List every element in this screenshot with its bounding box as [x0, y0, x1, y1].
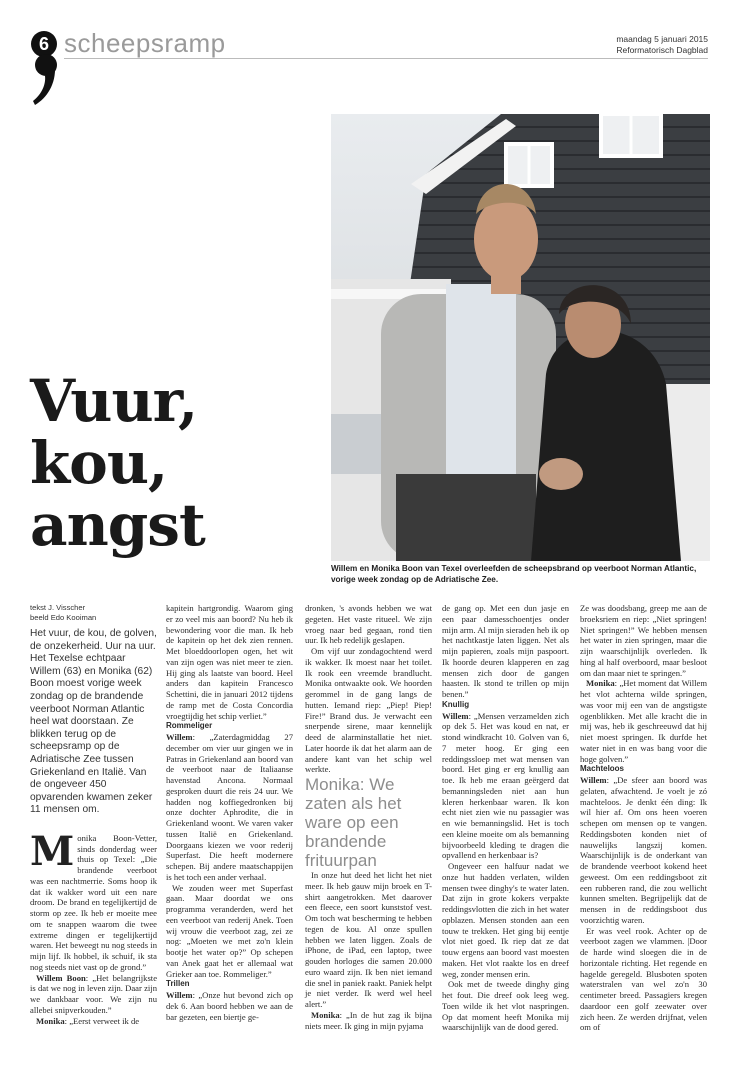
- article-column-2: [166, 603, 293, 1022]
- subheading: Machteloos: [580, 764, 625, 774]
- pull-quote: Monika: We zaten als het ware op een brandende frituurpan: [305, 775, 402, 870]
- body-paragraph: Ongeveer een halfuur nadat we onze hut hadden verlaten, wilden mensen twee dinghy's te water laten. Dat zijn in grote kokers verpakte reddingsvlotten die zich in het water opblazen. Mensen stonden aan een touw te trekken. Het ging bij eentje vlot niet goed. Ik riep dat ze dat touw ergens aan boord vast moesten maken. Het vlot raakte los en dreef weg, zonder mensen erin.: [442, 861, 569, 979]
- headline: [30, 367, 320, 559]
- photo-credit: beeld Edo Kooiman: [30, 612, 97, 622]
- date: maandag 5 januari 2015: [616, 34, 708, 44]
- article-column-5: [580, 603, 707, 1033]
- body-paragraph: We zouden weer met Superfast gaan. Maar doordat we ons programma veranderden, werd het een veerboot van rederij Anek. Toen wij vrouw die veerboot zag, zei ze nog: „Moeten we met zo'n klein bootje het water op?” Op schepen van Anek gaat het er allemaal wat Grieker aan toe. Rommeliger.”: [166, 882, 293, 979]
- header-divider: [64, 58, 708, 59]
- body-paragraph: Willem: „De sfeer aan boord was gelaten, afwachtend. Je voelt je zó machteloos. Je denkt één ding: Ik wil hier af. Om ons heen voeren schepen om mensen op te vangen. Reddingsboten konden niet of nauwelijks langszij komen. Waarschijnlijk is de onderkant van de brandende veerboot kokend heet geweest. Om een reddingsboot zit een rubberen rand, die zou wellicht kunnen smelten. Begrijpelijk dat de mensen in de reddingsboot dus voorzichtig waren.: [580, 775, 707, 925]
- speaker-name: Monika: [586, 678, 615, 689]
- speaker-name: Monika: [36, 1015, 65, 1026]
- article-column-3: [305, 603, 432, 1031]
- article-column-4: [442, 603, 569, 1033]
- article-column-1: [30, 603, 157, 1026]
- body-paragraph: Willem: „Mensen verzamelden zich op dek 5. Het was koud en nat, er stond windkracht 10. Golven van 6, 7 meter hoog. Er ging een reddingssloep met wat mensen van boord. Het ging er erg knullig aan toe. Ik heb me eraan geërgerd dat bemanningsleden niet aan hun kleren herkenbaar waren. Ik kon echt niet zien wie nu passagier was en wie bemanningslid. Het is toch een kleine moeite om als bemanning bijvoorbeeld kleding te dragen die opvallend en herkenbaar is?: [442, 710, 569, 861]
- byline: [30, 603, 157, 622]
- body-paragraph: Willem: „Onze hut bevond zich op dek 6. Aan boord hebben we aan de bar gezeten, een biertje ge-: [166, 990, 293, 1022]
- speaker-name: Monika: [311, 1009, 340, 1020]
- headline-line: kou,: [30, 429, 168, 497]
- speaker-name: Willem: [442, 710, 469, 721]
- body-paragraph: Willem Boon: „Het belangrijkste is dat we nog in leven zijn. Daar zijn we dankbaar voor. We zijn nu allebei snipverkouden.”: [30, 972, 158, 1015]
- body-paragraph: In onze hut deed het licht het niet meer. Ik heb gauw mijn broek en T-shirt aangetrokken. Met daarover een fleece, een soort kunststof vest. Om toch wat bescherming te hebben tegen de kou. Al onze spullen hebben we laten liggen. Zoals de iPhone, de iPad, een laptop, twee gouden horloges die samen 20.000 euro waard zijn. Ik ben niet iemand die snel in paniek raakt. Paniek helpt je niet verder. Ik werd wel heel alert.”: [305, 870, 432, 1009]
- body-paragraph: Monika: „Het moment dat Willem het vlot achterna wilde springen, was voor mij een van de angstigste ogenblikken. Met alle kracht die in mij was, heb ik geschreeuwd dat hij niet moest springen. Ik durfde het water niet in en was bang voor die hoge golven.”: [580, 678, 707, 764]
- article-intro: Het vuur, de kou, de golven, de onzekerheid. Uur na uur. Het Texelse echtpaar Willem (63) en Monika (62) Boon moest vorige week zondag op de brandende veerboot Norman Atlantic heel wat doorstaan. Ze blikken terug op de scheepsramp op de Adriatische Zee tussen Griekenland en Italië. Van de ongeveer 450 opvarenden kwamen zeker 11 mensen om.: [30, 628, 157, 816]
- header-dateline: [616, 34, 708, 56]
- drop-cap: M: [30, 827, 75, 875]
- text-credit: tekst J. Visscher: [30, 603, 86, 612]
- body-paragraph: Ze was doodsbang, greep me aan de broeksriem en riep: „Niet springen! Niet springen!” We hebben mensen het water in zien springen, maar die zijn waarschijnlijk overleden. Ik hing al half overboord, maar besloot om dan maar niet te springen.”: [580, 603, 707, 678]
- body-paragraph: Monika Boon-Vetter, sinds donderdag weer thuis op Texel: „Die brandende veerboot was een nachtmerrie. Soms hoop ik dat ik wakker word uit een nare droom. De brand en tegelijkertijd de storm op zee. Ik heb er moeite mee om te snappen waarom die twee extreme dingen er tegelijkertijd waren. Het beweegt nu nog steeds in mijn lijf. Ik hobbel, ik schuif, ik sta nog steeds niet vast op de grond.”: [30, 827, 157, 972]
- subheading: Rommeliger: [166, 721, 213, 731]
- subheading: Trillen: [166, 979, 190, 989]
- body-paragraph: Willem: „Zaterdagmiddag 27 december om vier uur gingen we in Patras in Griekenland aan boord van de veerboot naar de Italiaanse havenstad Ancona. Normaal gesproken duurt die reis 24 uur. We hadden nog koffiegedronken bij onze dochter Aphrodite, die in Griekenland woont. We varen vaker tussen Italië en Griekenland. Doorgaans kiezen we voor rederij Superfast. Die heeft modernere schepen. Bij andere maatschappijen is het toch een ander verhaal.: [166, 732, 293, 882]
- publication-name: Reformatorisch Dagblad: [616, 45, 708, 55]
- headline-line: Vuur,: [30, 367, 198, 435]
- body-paragraph: Om vijf uur zondagochtend werd ik wakker. Ik moest naar het toilet. Ik rook een vreemde brandlucht. Monika ontwaakte ook. We hoorden gerommel in de gang langs de hutten. Iemand riep: „Piep! Piep! Fire!” Brand dus. Je verwacht een snerpende sirene, maar kennelijk deed de alarminstallatie het niet. Later hoorde ik dat het alarm aan de andere kant van het schip wel werkte.: [305, 646, 432, 775]
- article-photo: [331, 114, 710, 561]
- comma-logo-icon: [33, 54, 57, 106]
- subheading: Knullig: [442, 699, 470, 709]
- page-number: 6: [31, 31, 57, 57]
- body-paragraph: Ook met de tweede dinghy ging het fout. Die dreef ook leeg weg. Toen wilde ik het vlot naspringen. Op dat moment heeft Monika mij waarschijnlijk van de dood gered.: [442, 979, 569, 1033]
- speaker-name: Willem: [580, 775, 607, 785]
- body-paragraph: Er was veel rook. Achter op de veerboot zagen we vlammen. |Door de harde wind sloegen die in de horizontale richting. Het regende en hagelde geregeld. Blusboten spoten waterstralen van wel zo'n 30 centimeter breed. Passagiers kregen daardoor een golf zeewater over zich heen. Ze werden drijfnat, velen om of: [580, 925, 707, 1033]
- section-title: scheepsramp: [64, 28, 226, 58]
- body-paragraph: kapitein hartgrondig. Waarom ging er zo veel mis aan boord? Nu heb ik bewondering voor die man. Ik heb de kapitein op het dek zien rennen. Met bloeddoorlopen ogen, het wit van zijn ogen was niet meer te zien. Hij ging als laatste van boord. Heel anders dan kapitein Francesco Schettini, die in januari 2012 tijdens de ramp met de Costa Concordia vroegtijdig het schip verliet.”: [166, 603, 293, 721]
- speaker-name: Willem: [166, 732, 193, 742]
- body-paragraph: de gang op. Met een dun jasje en een paar damesschoentjes onder mijn arm. Al mijn sieraden heb ik op het nachtkastje laten liggen. Net als mijn papieren, zoals mijn paspoort. Ik hoorde deuren klapperen en zag mensen zich door de gangen haasten. Ik stond te trillen op mijn benen.”: [442, 603, 569, 699]
- photo-couple-house: [331, 114, 710, 561]
- body-paragraph: Monika: „Eerst verweet ik de: [36, 1015, 140, 1026]
- speaker-name: Willem Boon: [36, 972, 86, 983]
- body-paragraph: Monika: „In de hut zag ik bijna niets meer. Ik ging in mijn pyjama: [305, 1009, 432, 1031]
- body-paragraph: dronken, 's avonds hebben we wat gegeten. Het vaste ritueel. We zijn vroeg naar bed gegaan, rond tien uur. Ik heb redelijk geslapen.: [305, 603, 432, 646]
- speaker-name: Willem: [166, 990, 193, 1000]
- headline-line: angst: [30, 491, 205, 559]
- photo-caption: Willem en Monika Boon van Texel overleefden de scheepsbrand op veerboot Norman Atlantic, vorige week zondag op de Adriatische Zee.: [331, 564, 697, 584]
